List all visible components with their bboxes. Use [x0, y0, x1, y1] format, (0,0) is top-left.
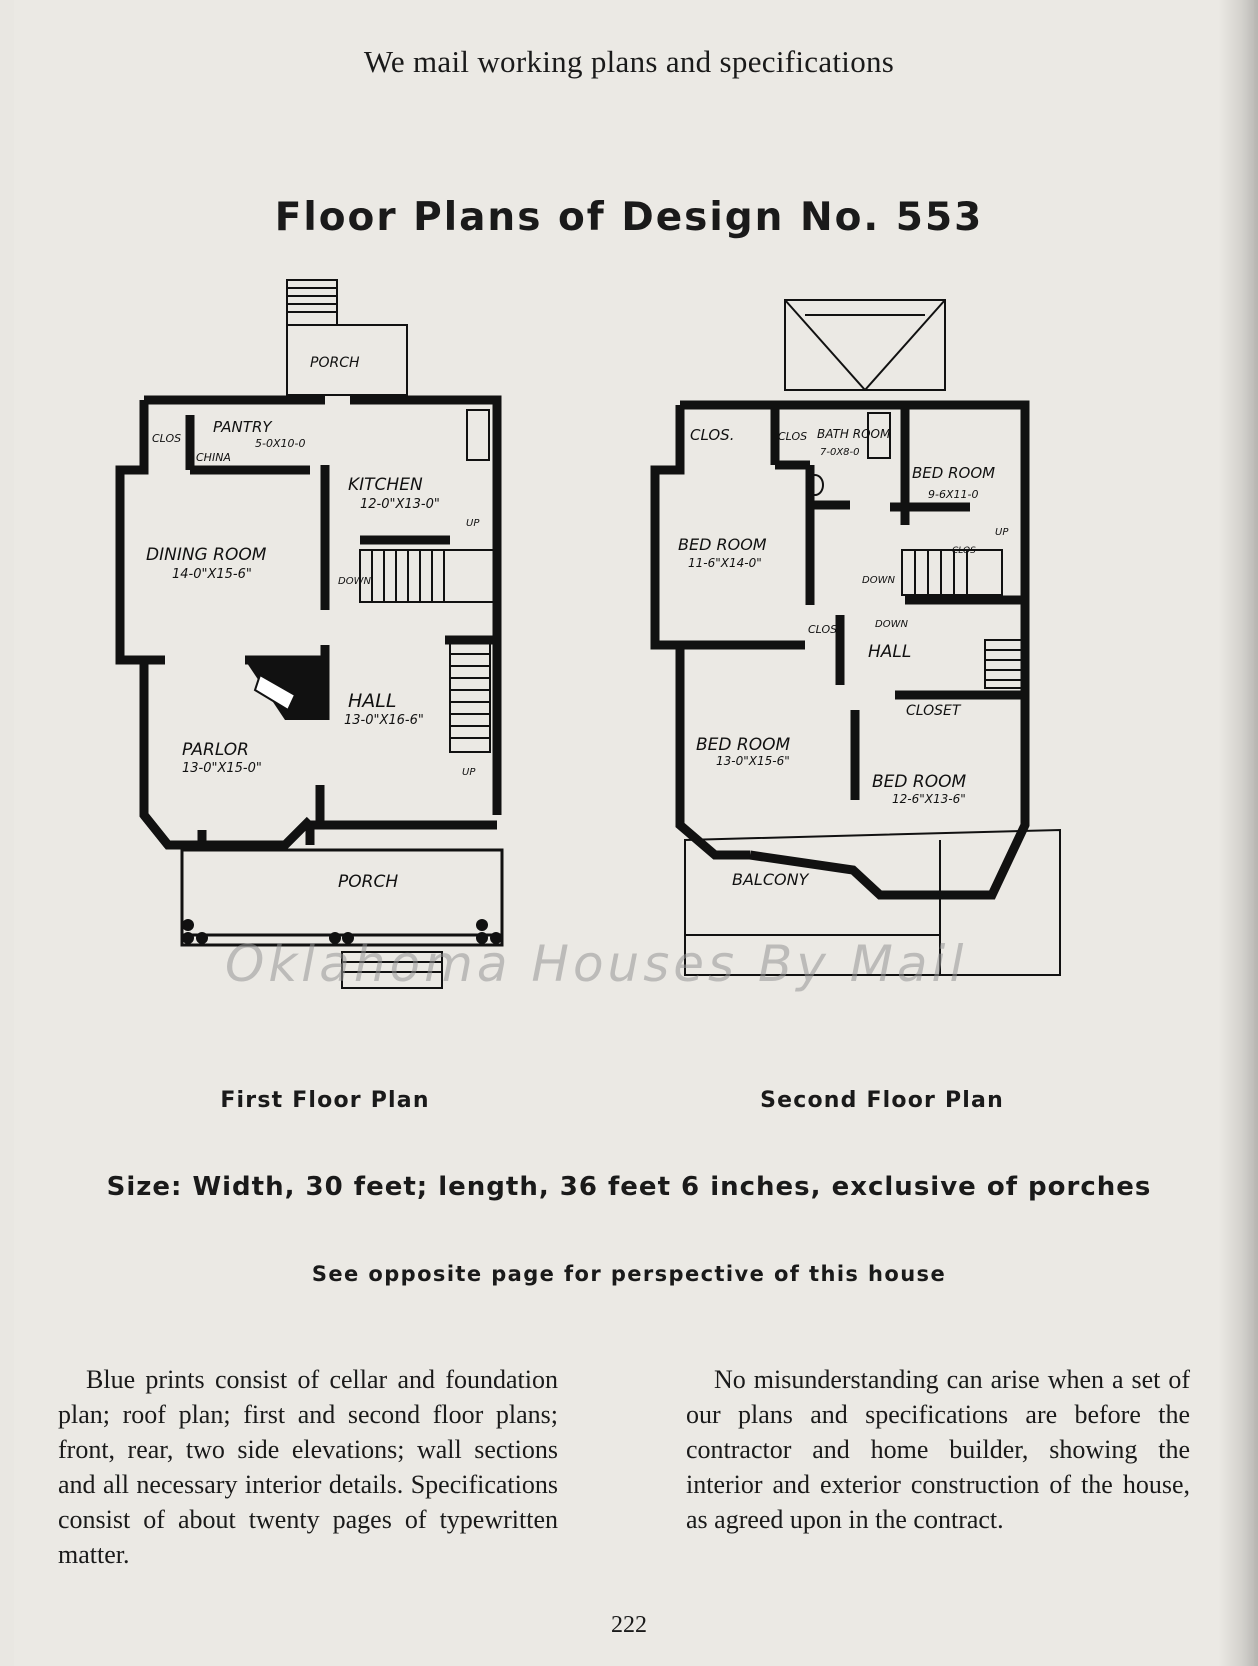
- watermark: Oklahoma Houses By Mail: [225, 935, 968, 993]
- label-bed-room-3: BED ROOM: [696, 735, 791, 755]
- label-clos-2: CLOS: [778, 430, 808, 443]
- label-up-1: UP: [466, 518, 480, 529]
- first-floor-plan: [110, 270, 540, 1030]
- label-clos-4: CLOS: [808, 623, 838, 636]
- label-up: UP: [995, 527, 1009, 538]
- label-down: DOWN: [338, 576, 371, 587]
- label-pantry: PANTRY: [213, 418, 272, 436]
- label-clos-3: CLOS: [952, 546, 976, 556]
- label-bed-room-1: BED ROOM: [912, 464, 996, 482]
- label-down-1: DOWN: [862, 575, 895, 586]
- label-pantry-dim: 5-0X10-0: [255, 437, 306, 450]
- label-bed-room-4: BED ROOM: [872, 772, 967, 792]
- label-clos: CLOS: [152, 432, 182, 445]
- label-bed-room-2: BED ROOM: [678, 535, 767, 554]
- paragraph-left: Blue prints consist of cellar and foundation plan; roof plan; first and second floor plans; front, rear, two side elevations; wall sections and all necessary interior details. Specifications consist of about twenty pages of typewritten matter.: [58, 1365, 558, 1569]
- label-hall: HALL: [868, 642, 912, 662]
- label-front-porch: PORCH: [338, 872, 399, 892]
- page-number: 222: [611, 1612, 647, 1638]
- second-floor-caption: Second Floor Plan: [760, 1088, 1004, 1113]
- label-balcony: BALCONY: [732, 870, 809, 889]
- see-opposite-line: See opposite page for perspective of this house: [311, 1262, 947, 1286]
- label-bed-room-2-dim: 11-6"X14-0": [688, 556, 762, 570]
- label-rear-porch: PORCH: [310, 355, 360, 371]
- label-parlor-dim: 13-0"X15-0": [182, 761, 262, 776]
- label-hall: HALL: [348, 690, 397, 712]
- label-hall-dim: 13-0"X16-6": [344, 713, 424, 728]
- label-clos-1: CLOS.: [690, 426, 735, 444]
- label-dining-dim: 14-0"X15-6": [172, 567, 252, 582]
- label-bath-room: BATH ROOM: [817, 427, 891, 441]
- label-bath-dim: 7-0X8-0: [820, 447, 860, 458]
- label-kitchen: KITCHEN: [348, 475, 423, 495]
- second-floor-plan: [640, 295, 1130, 1035]
- label-kitchen-dim: 12-0"X13-0": [360, 497, 440, 512]
- label-up-2: UP: [462, 767, 476, 778]
- label-parlor: PARLOR: [182, 740, 249, 760]
- size-line: Size: Width, 30 feet; length, 36 feet 6 inches, exclusive of porches: [106, 1172, 1152, 1202]
- page-title: Floor Plans of Design No. 553: [274, 195, 984, 240]
- page-edge-shadow: [1218, 0, 1258, 1666]
- label-dining-room: DINING ROOM: [146, 545, 267, 565]
- label-closet: CLOSET: [906, 703, 961, 719]
- label-bed-room-1-dim: 9-6X11-0: [928, 488, 979, 501]
- label-down-2: DOWN: [875, 619, 908, 630]
- paragraph-right: No misunderstanding can arise when a set of our plans and specifications are before the contractor and home builder, showing the interior and exterior construction of the house, as agreed upon in the contract.: [686, 1365, 1190, 1534]
- page-header: We mail working plans and specifications: [363, 44, 895, 79]
- label-bed-room-4-dim: 12-6"X13-6": [892, 792, 966, 806]
- label-china: CHINA: [196, 451, 231, 464]
- first-floor-caption: First Floor Plan: [220, 1088, 430, 1113]
- label-bed-room-3-dim: 13-0"X15-6": [716, 754, 790, 768]
